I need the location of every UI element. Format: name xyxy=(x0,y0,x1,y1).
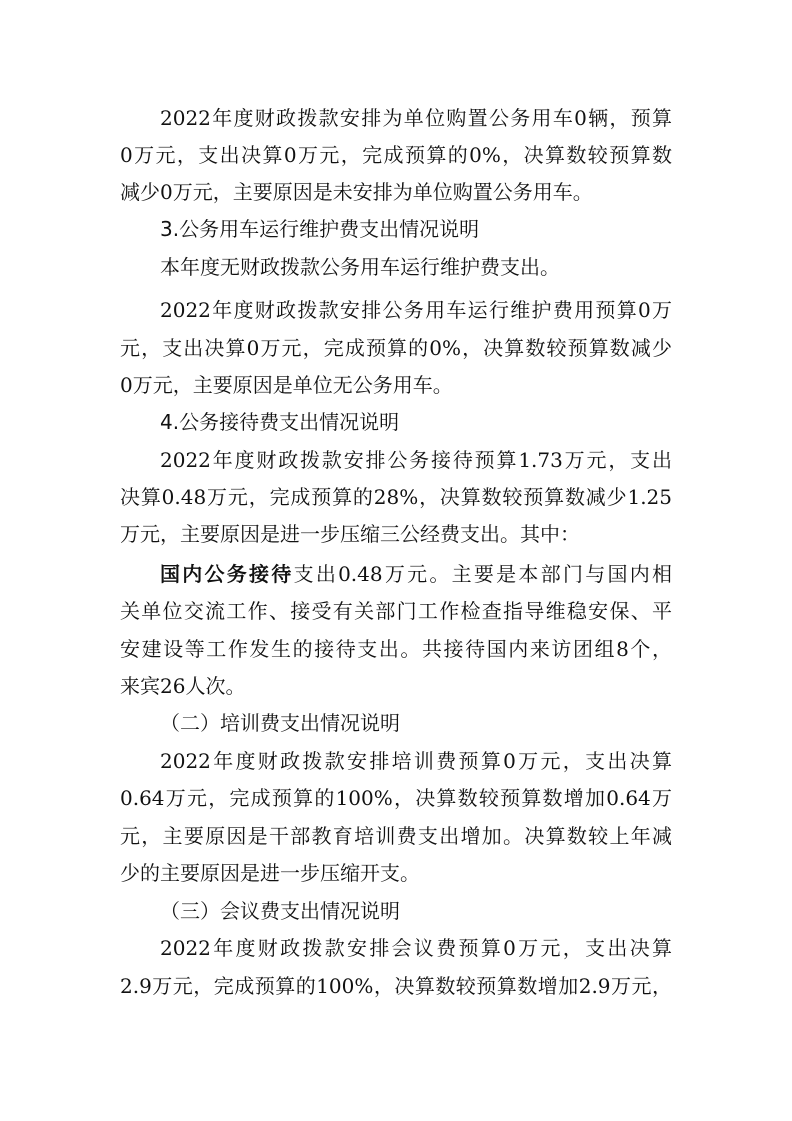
paragraph-line: 0万元，主要原因是单位无公务用车。 xyxy=(120,373,453,397)
paragraph-line: 0.64万元，完成预算的100%，决算数较预算数增加0.64万 xyxy=(120,786,672,810)
paragraph-line: 2022年度财政拨款安排公务用车运行维护费用预算0万 xyxy=(160,298,672,322)
paragraph-line: 2022年度财政拨款安排公务接待预算1.73万元，支出 xyxy=(160,448,672,472)
section-heading: 3.公务用车运行维护费支出情况说明 xyxy=(160,217,480,241)
paragraph-text: 支出0.48万元。主要是本部门与国内相 xyxy=(293,562,672,586)
paragraph-line: 2022年度财政拨款安排培训费预算0万元，支出决算 xyxy=(160,749,672,773)
paragraph-line: 关单位交流工作、接受有关部门工作检查指导维稳安保、平 xyxy=(120,599,672,623)
section-heading: 4.公务接待费支出情况说明 xyxy=(160,410,400,434)
paragraph-line: 2022年度财政拨款安排为单位购置公务用车0辆，预算 xyxy=(160,106,672,130)
paragraph-line: 本年度无财政拨款公务用车运行维护费支出。 xyxy=(160,255,560,279)
section-heading: （三）会议费支出情况说明 xyxy=(160,899,400,923)
paragraph-line: 少的主要原因是进一步压缩开支。 xyxy=(120,861,420,885)
paragraph-line xyxy=(160,559,672,589)
paragraph-line: 减少0万元，主要原因是未安排为单位购置公务用车。 xyxy=(120,180,593,204)
paragraph-line: 元，支出决算0万元，完成预算的0%，决算数较预算数减少 xyxy=(120,336,672,360)
bold-lead: 国内公务接待 xyxy=(160,562,294,586)
paragraph-line: 安建设等工作发生的接待支出。共接待国内来访团组8个， xyxy=(120,637,672,661)
paragraph-line: 2022年度财政拨款安排会议费预算0万元，支出决算 xyxy=(160,936,672,960)
paragraph-line: 2.9万元，完成预算的100%，决算数较预算数增加2.9万元， xyxy=(120,974,672,998)
paragraph-line: 决算0.48万元，完成预算的28%，决算数较预算数减少1.25 xyxy=(120,485,672,509)
paragraph-line: 万元，主要原因是进一步压缩三公经费支出。其中： xyxy=(120,522,580,546)
paragraph-line: 0万元，支出决算0万元，完成预算的0%，决算数较预算数 xyxy=(120,143,672,167)
section-heading: （二）培训费支出情况说明 xyxy=(160,711,400,735)
paragraph-line: 元，主要原因是干部教育培训费支出增加。决算数较上年减 xyxy=(120,824,672,848)
paragraph-line: 来宾26人次。 xyxy=(120,674,246,698)
